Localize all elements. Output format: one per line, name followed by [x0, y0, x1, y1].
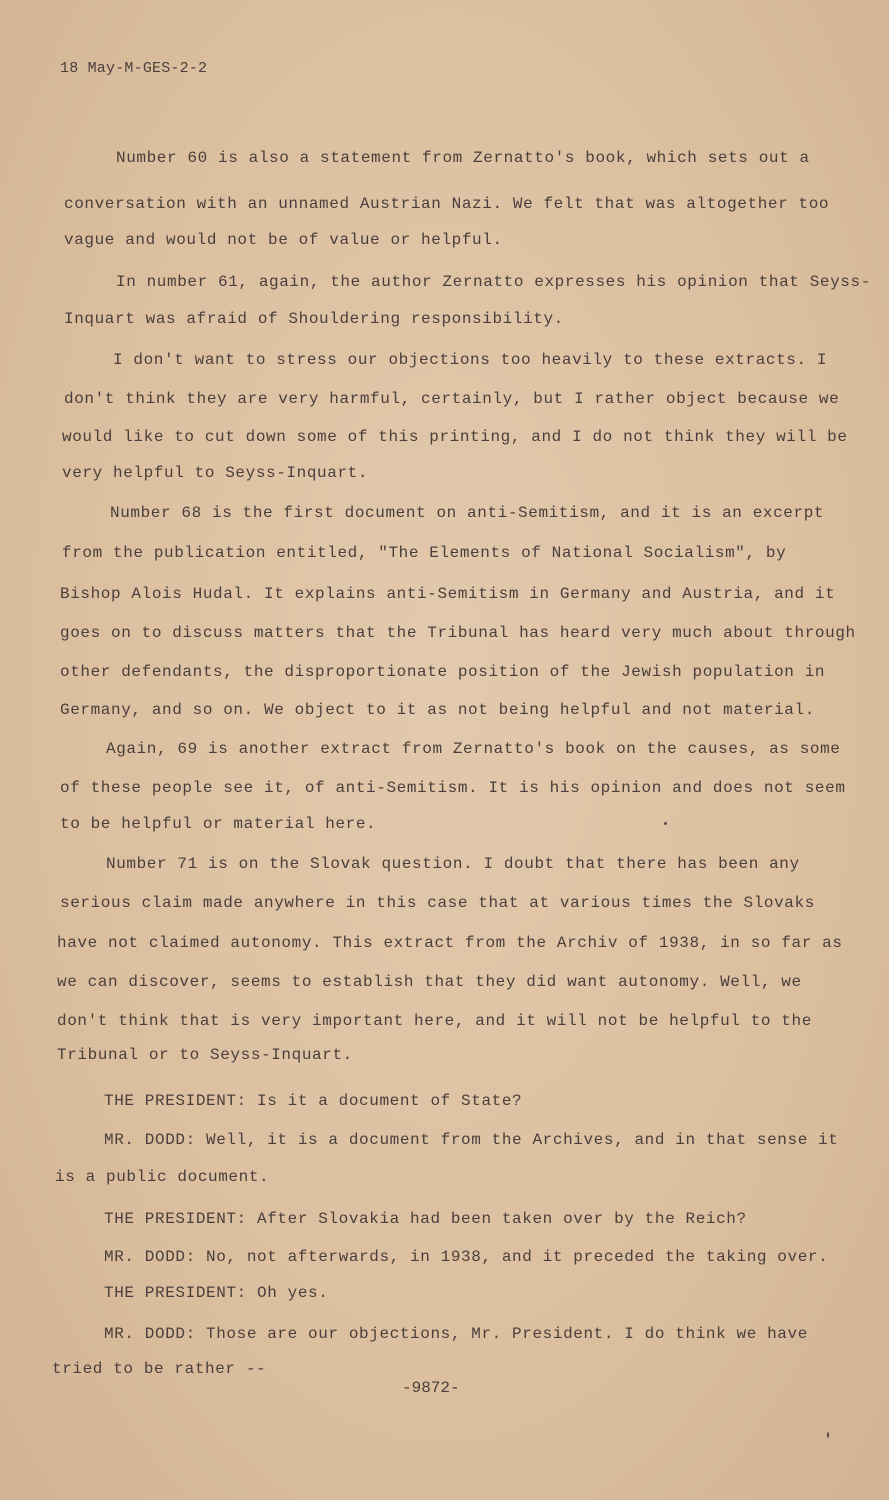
text-line: MR. DODD: Well, it is a document from the Archives, and in that sense it [104, 1131, 839, 1149]
text-line: THE PRESIDENT: Is it a document of State? [104, 1092, 523, 1110]
text-line: vague and would not be of value or helpful. [64, 231, 503, 249]
text-line: MR. DODD: No, not afterwards, in 1938, and it preceded the taking over. [104, 1248, 829, 1266]
text-line: Number 68 is the first document on anti-Semitism, and it is an excerpt [110, 504, 825, 522]
text-line: would like to cut down some of this printing, and I do not think they will be [62, 428, 848, 446]
text-line: is a public document. [55, 1168, 270, 1186]
text-line: don't think that is very important here, and it will not be helpful to the [57, 1012, 812, 1030]
text-line: Again, 69 is another extract from Zernatto's book on the causes, as some [106, 740, 841, 758]
page-number: -9872- [402, 1379, 460, 1397]
text-line: other defendants, the disproportionate position of the Jewish population in [60, 663, 826, 681]
text-line: Number 60 is also a statement from Zernatto's book, which sets out a [116, 149, 810, 167]
text-line: Inquart was afraid of Shouldering responsibility. [64, 310, 564, 328]
text-line: have not claimed autonomy. This extract from the Archiv of 1938, in so far as [57, 934, 843, 952]
text-line: goes on to discuss matters that the Tribunal has heard very much about through [60, 624, 856, 642]
text-line: Germany, and so on. We object to it as not being helpful and not material. [60, 701, 815, 719]
ink-speck [827, 1432, 829, 1438]
text-line: Bishop Alois Hudal. It explains anti-Semitism in Germany and Austria, and it [60, 585, 836, 603]
text-line: In number 61, again, the author Zernatto expresses his opinion that Seyss- [116, 273, 871, 291]
text-line: Tribunal or to Seyss-Inquart. [57, 1046, 353, 1064]
text-line: MR. DODD: Those are our objections, Mr. President. I do think we have [104, 1325, 808, 1343]
text-line: of these people see it, of anti-Semitism. It is his opinion and does not seem [60, 779, 846, 797]
text-line: tried to be rather -- [52, 1360, 267, 1378]
text-line: conversation with an unnamed Austrian Nazi. We felt that was altogether too [64, 195, 830, 213]
text-line: THE PRESIDENT: After Slovakia had been taken over by the Reich? [104, 1210, 747, 1228]
text-line: we can discover, seems to establish that they did want autonomy. Well, we [57, 973, 802, 991]
text-line: THE PRESIDENT: Oh yes. [104, 1284, 329, 1302]
text-line: Number 71 is on the Slovak question. I doubt that there has been any [106, 855, 800, 873]
document-reference: 18 May-M-GES-2-2 [60, 60, 208, 77]
text-line: very helpful to Seyss-Inquart. [62, 464, 369, 482]
text-line: from the publication entitled, "The Elements of National Socialism", by [62, 544, 787, 562]
text-line: serious claim made anywhere in this case that at various times the Slovaks [60, 894, 815, 912]
ink-speck [664, 822, 667, 825]
text-line: to be helpful or material here. [60, 815, 377, 833]
text-line: don't think they are very harmful, certainly, but I rather object because we [64, 390, 840, 408]
text-line: I don't want to stress our objections too heavily to these extracts. I [113, 351, 828, 369]
